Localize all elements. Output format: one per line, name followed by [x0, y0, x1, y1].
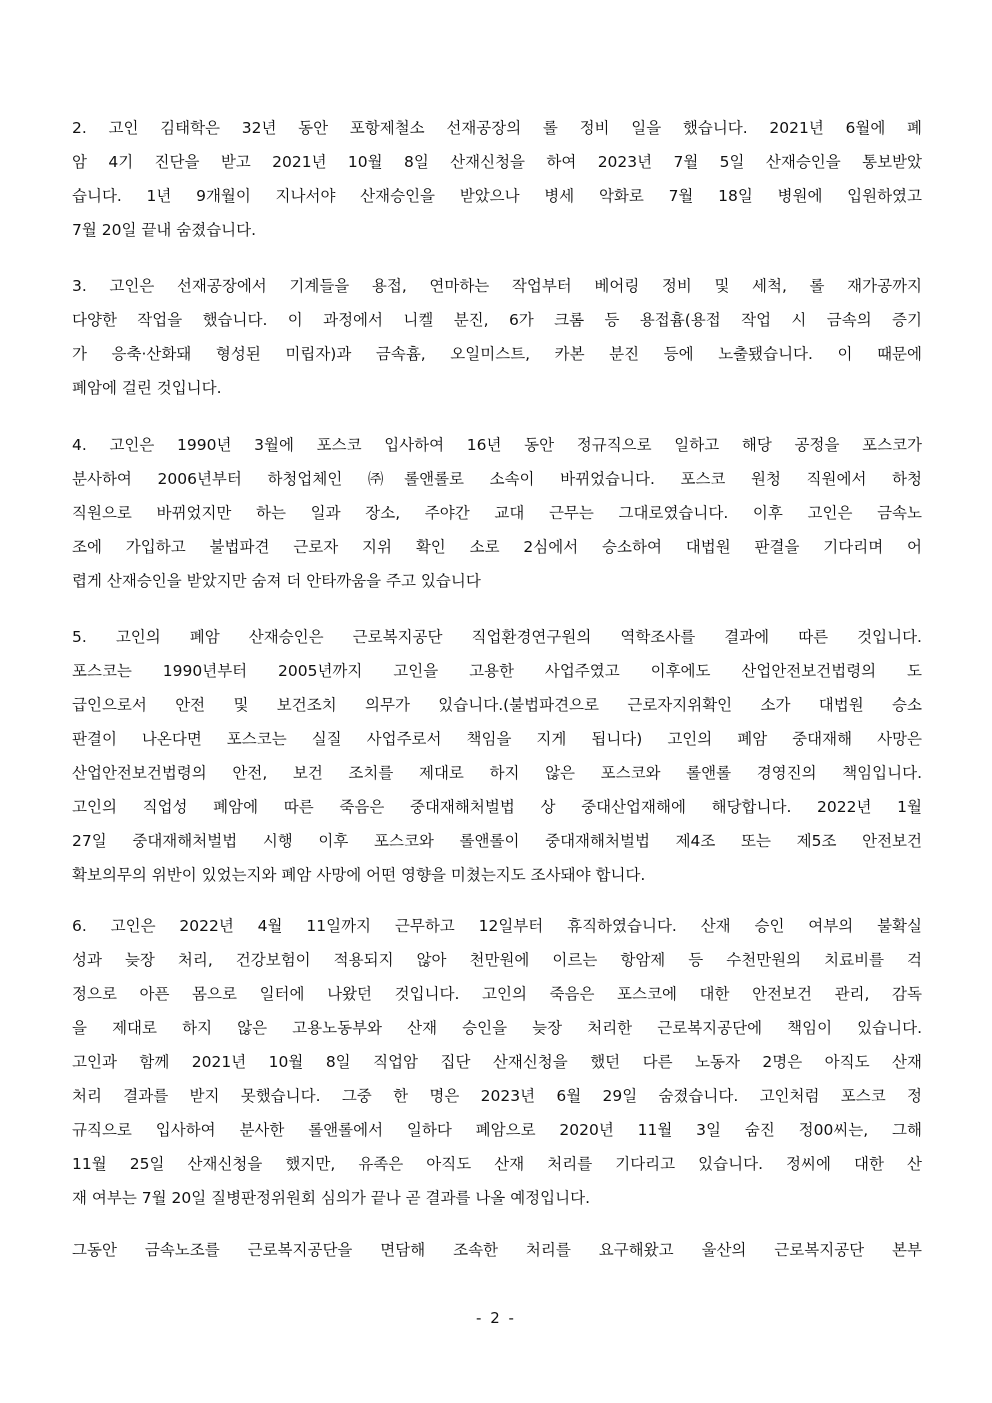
text-line: 처리 결과를 받지 못했습니다. 그중 한 명은 2023년 6월 29일 숨졌습니다. 고인처럼 포스코 정	[72, 1087, 922, 1105]
text-line: 조에 가입하고 불법파견 근로자 지위 확인 소로 2심에서 승소하여 대법원 판결을 기다리며 어	[72, 538, 922, 556]
paragraph-4	[72, 428, 922, 598]
text-line: 7월 20일 끝내 숨졌습니다.	[72, 221, 257, 239]
text-line: 직원으로 바뀌었지만 하는 일과 장소, 주야간 교대 근무는 그대로였습니다. 이후 고인은 금속노	[72, 504, 922, 522]
paragraph-5	[72, 620, 922, 892]
text-line: 포스코는 1990년부터 2005년까지 고인을 고용한 사업주였고 이후에도 산업안전보건법령의 도	[72, 662, 922, 680]
text-line: 급인으로서 안전 및 보건조치 의무가 있습니다.(불법파견으로 근로자지위확인 소가 대법원 승소	[72, 696, 922, 714]
text-line: 고인과 함께 2021년 10월 8일 직업암 집단 산재신청을 했던 다른 노동자 2명은 아직도 산재	[72, 1053, 922, 1071]
text-line: 확보의무의 위반이 있었는지와 폐암 사망에 어떤 영향을 미쳤는지도 조사돼야 합니다.	[72, 866, 646, 884]
text-line: 6. 고인은 2022년 4월 11일까지 근무하고 12일부터 휴직하였습니다. 산재 승인 여부의 불확실	[72, 917, 922, 935]
text-line: 5. 고인의 폐암 산재승인은 근로복지공단 직업환경연구원의 역학조사를 결과에 따른 것입니다.	[72, 628, 922, 646]
text-line: 4. 고인은 1990년 3월에 포스코 입사하여 16년 동안 정규직으로 일하고 해당 공정을 포스코가	[72, 436, 922, 454]
text-line: 27일 중대재해처벌법 시행 이후 포스코와 롤앤롤이 중대재해처벌법 제4조 또는 제5조 안전보건	[72, 832, 922, 850]
text-line: 11월 25일 산재신청을 했지만, 유족은 아직도 산재 처리를 기다리고 있습니다. 정씨에 대한 산	[72, 1155, 922, 1173]
text-line: 산업안전보건법령의 안전, 보건 조치를 제대로 하지 않은 포스코와 롤앤롤 경영진의 책임입니다.	[72, 764, 922, 782]
text-line: 습니다. 1년 9개월이 지나서야 산재승인을 받았으나 병세 악화로 7월 18일 병원에 입원하였고	[72, 187, 922, 205]
text-line: 3. 고인은 선재공장에서 기계들을 용접, 연마하는 작업부터 베어링 정비 및 세척, 롤 재가공까지	[72, 277, 922, 295]
paragraph-6	[72, 909, 922, 1215]
text-line: 암 4기 진단을 받고 2021년 10월 8일 산재신청을 하여 2023년 7월 5일 산재승인을 통보받았	[72, 153, 922, 171]
text-line: 2. 고인 김태학은 32년 동안 포항제철소 선재공장의 롤 정비 일을 했습니다. 2021년 6월에 폐	[72, 119, 922, 137]
text-line: 성과 늦장 처리, 건강보험이 적용되지 않아 천만원에 이르는 항암제 등 수천만원의 치료비를 걱	[72, 951, 922, 969]
text-line: 가 응축·산화돼 형성된 미립자)과 금속흄, 오일미스트, 카본 분진 등에 노출됐습니다. 이 때문에	[72, 345, 922, 363]
paragraph-2	[72, 111, 922, 247]
paragraph-3	[72, 269, 922, 405]
text-line: 다양한 작업을 했습니다. 이 과정에서 니켈 분진, 6가 크롬 등 용접흄(용접 작업 시 금속의 증기	[72, 311, 922, 329]
text-line: 재 여부는 7월 20일 질병판정위원회 심의가 끝나 곧 결과를 나올 예정입니다.	[72, 1189, 591, 1207]
text-line: 을 제대로 하지 않은 고용노동부와 산재 승인을 늦장 처리한 근로복지공단에 책임이 있습니다.	[72, 1019, 922, 1037]
text-line: 규직으로 입사하여 분사한 롤앤롤에서 일하다 폐암으로 2020년 11월 3일 숨진 정00씨는, 그해	[72, 1121, 922, 1139]
text-line: 렵게 산재승인을 받았지만 숨져 더 안타까움을 주고 있습니다	[72, 572, 481, 590]
text-line: 폐암에 걸린 것입니다.	[72, 379, 222, 397]
page-number: - 2 -	[476, 1309, 516, 1327]
text-line: 분사하여 2006년부터 하청업체인 ㈜롤앤롤로 소속이 바뀌었습니다. 포스코 원청 직원에서 하청	[72, 470, 922, 488]
text-line: 고인의 직업성 폐암에 따른 죽음은 중대재해처벌법 상 중대산업재해에 해당합니다. 2022년 1월	[72, 798, 922, 816]
text-line: 정으로 아픈 몸으로 일터에 나왔던 것입니다. 고인의 죽음은 포스코에 대한 안전보건 관리, 감독	[72, 985, 922, 1003]
text-line: 판결이 나온다면 포스코는 실질 사업주로서 책임을 지게 됩니다) 고인의 폐암 중대재해 사망은	[72, 730, 922, 748]
text-line: 그동안 금속노조를 근로복지공단을 면담해 조속한 처리를 요구해왔고 울산의 근로복지공단 본부	[72, 1241, 922, 1259]
paragraph-7	[72, 1233, 922, 1267]
